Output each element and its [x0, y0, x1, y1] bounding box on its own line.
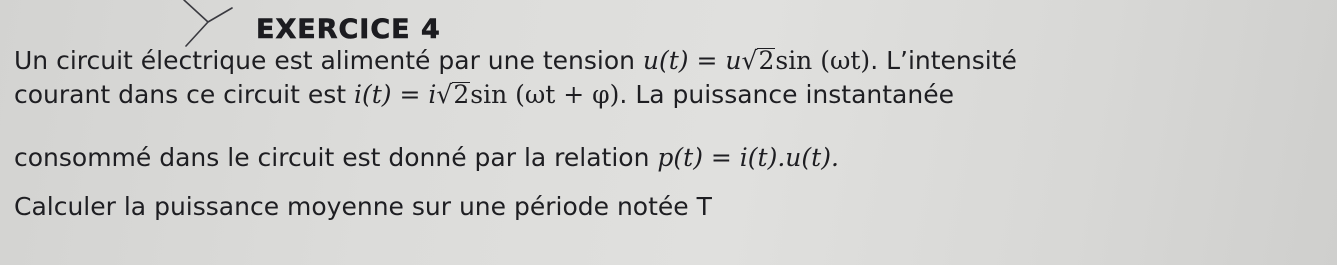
line2-text: courant dans ce circuit est	[14, 80, 355, 109]
pen-stroke-mark	[178, 0, 248, 48]
statement-line-2	[14, 80, 954, 110]
line1-tail: . L’intensité	[870, 46, 1017, 75]
line2-tail: . La puissance instantanée	[619, 80, 954, 109]
power-formula: p(t) = i(t).u(t).	[657, 143, 839, 172]
line3-text: consommé dans le circuit est donné par la relation	[14, 143, 658, 172]
exercise-title: EXERCICE 4	[256, 14, 441, 45]
question-text: Calculer la puissance moyenne sur une période notée T	[14, 192, 712, 221]
line1-text: Un circuit électrique est alimenté par une tension	[14, 46, 643, 75]
current-formula: i(t) = i√2sin (ωt + φ)	[354, 80, 620, 109]
statement-line-3	[14, 143, 839, 173]
statement-line-4	[14, 192, 712, 222]
voltage-formula: u(t) = u√2sin (ωt)	[642, 46, 871, 75]
statement-line-1	[14, 46, 1017, 76]
